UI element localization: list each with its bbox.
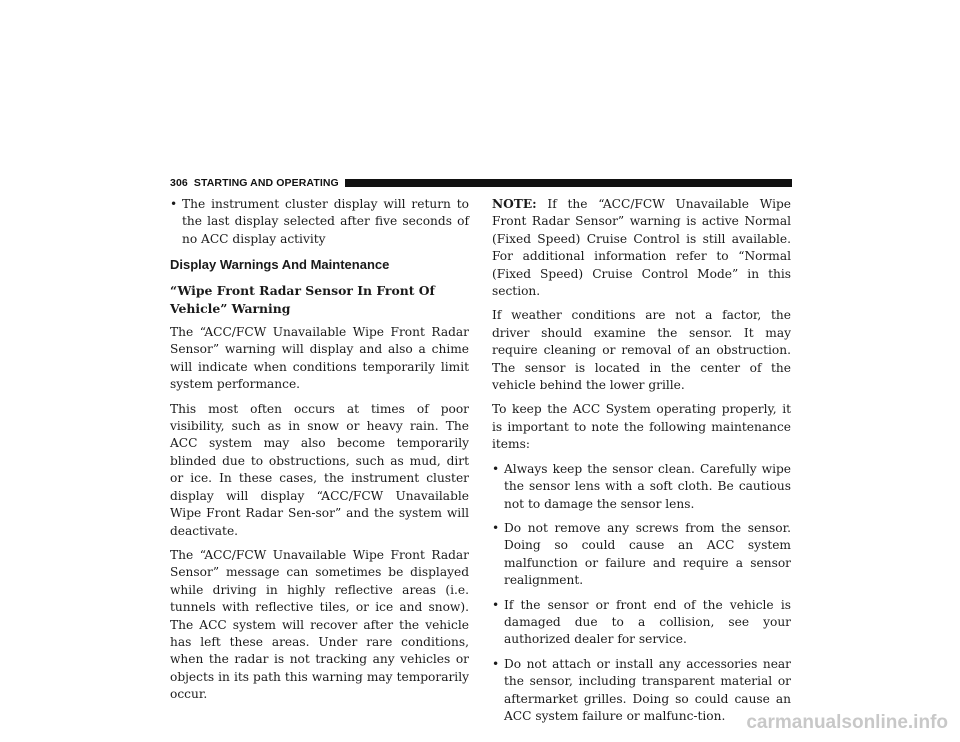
paragraph: The “ACC/FCW Unavailable Wipe Front Radar Sensor” warning will display and also a chime will indicate when conditions temporarily limit system performance. xyxy=(170,325,469,392)
right-column xyxy=(492,196,791,732)
section-title: STARTING AND OPERATING xyxy=(193,177,339,189)
list-item xyxy=(492,597,791,649)
header-rule xyxy=(345,179,792,187)
left-column xyxy=(170,196,469,711)
section-heading: Display Warnings And Maintenance xyxy=(170,257,390,273)
bullet-text: Do not attach or install any accessories near the sensor, including transparent material or aftermarket grilles. Doing so could cause an ACC system failure or malfunc-tion. xyxy=(504,656,791,723)
note-label: NOTE: xyxy=(492,197,537,211)
page-header xyxy=(170,177,792,189)
list-item xyxy=(170,196,469,248)
bullet-text: Do not remove any screws from the sensor. Doing so could cause an ACC system malfunction or failure and require a sensor realignment. xyxy=(504,520,791,588)
bullet-glyph: • xyxy=(170,197,178,211)
bullet-text: If the sensor or front end of the vehicle is damaged due to a collision, see your authorized dealer for service. xyxy=(504,597,791,647)
paragraph: This most often occurs at times of poor visibility, such as in snow or heavy rain. The ACC system may also become temporarily blinded due to obstructions, such as mud, dirt or ice. In these cases, the instrument cluster display will display “ACC/FCW Unavailable Wipe Front Radar Sen-sor” and the system will deactivate. xyxy=(170,401,469,538)
header-label xyxy=(170,177,345,189)
paragraph: The “ACC/FCW Unavailable Wipe Front Radar Sensor” message can sometimes be displayed while driving in highly reflective areas (i.e. tunnels with reflective tiles, or ice and snow). The ACC system will recover after the vehicle has left these areas. Under rare conditions, when the radar is not tracking any vehicles or objects in its path this warning may temporarily occur. xyxy=(170,547,469,702)
paragraph: If weather conditions are not a factor, the driver should examine the sensor. It may require cleaning or removal of an obstruction. The sensor is located in the center of the vehicle behind the lower grille. xyxy=(492,308,791,393)
bullet-glyph: • xyxy=(492,520,500,535)
bullet-glyph: • xyxy=(492,656,500,671)
bullet-glyph: • xyxy=(492,597,500,612)
list-item xyxy=(492,461,791,513)
watermark: carmanualsonline.info xyxy=(746,712,948,733)
subsection-heading: “Wipe Front Radar Sensor In Front Of Vehicle” Warning xyxy=(170,283,435,316)
bullet-text: Always keep the sensor clean. Carefully wipe the sensor lens with a soft cloth. Be cautious not to damage the sensor lens. xyxy=(504,461,791,511)
note-paragraph xyxy=(492,196,791,300)
list-item xyxy=(492,520,791,590)
note-text: If the “ACC/FCW Unavailable Wipe Front Radar Sensor” warning is active Normal (Fixed Speed) Cruise Control is still available. For additional information refer to “Normal (Fixed Speed) Cruise Control Mode” in this section. xyxy=(492,197,791,299)
page-number: 306 xyxy=(170,177,188,189)
paragraph: To keep the ACC System operating properly, it is important to note the following maintenance items: xyxy=(492,402,791,452)
bullet-text: The instrument cluster display will return to the last display selected after five seconds of no ACC display activity xyxy=(182,197,469,246)
bullet-glyph: • xyxy=(492,461,500,476)
